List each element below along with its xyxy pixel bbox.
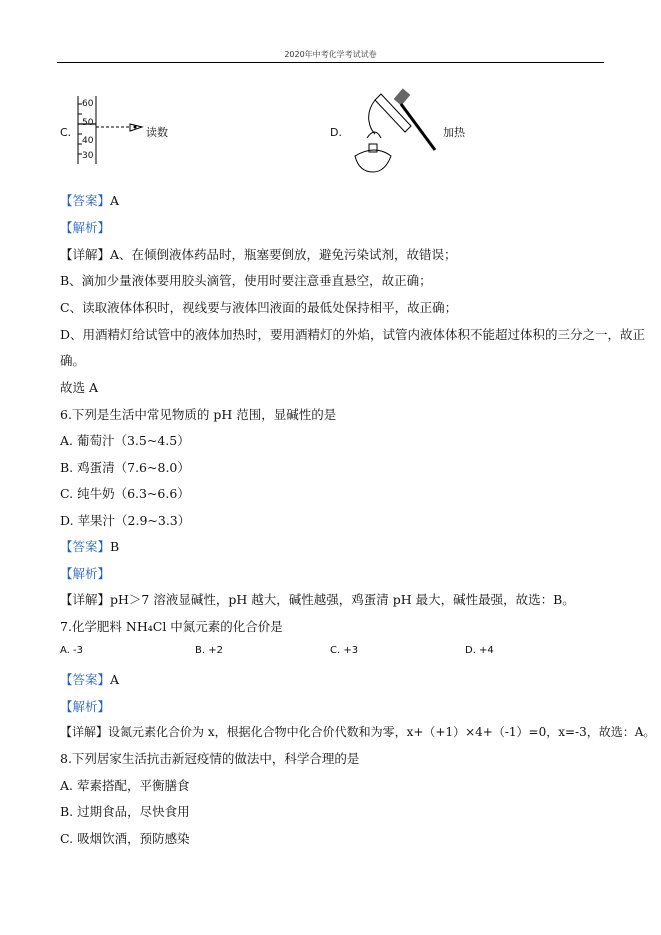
answer-tag: 【答案】 — [60, 672, 111, 687]
detail-tag: 【详解】 — [60, 247, 111, 262]
q7-answer: A — [110, 672, 120, 687]
q6-option-d: D. 苹果汁（2.9~3.3） — [60, 513, 191, 528]
scale-tick-30: 30 — [82, 151, 94, 161]
q6-stem: 6.下列是生活中常见物质的 pH 范围，显碱性的是 — [60, 407, 337, 422]
q7-option-a: A. -3 — [60, 645, 83, 656]
q5-detail-b: B、滴加少量液体要用胶头滴管，使用时要注意垂直悬空，故正确； — [60, 273, 432, 288]
q5-answer-line — [60, 191, 119, 209]
scale-tick-60: 60 — [82, 99, 94, 109]
scale-tick-50: 50 — [82, 118, 94, 128]
detail-text: A、在倾倒液体药品时，瓶塞要倒放，避免污染试剂，故错误； — [110, 247, 457, 262]
q5-detail-c: C、读取液体体积时，视线要与液体凹液面的最低处保持相平，故正确； — [60, 300, 458, 315]
page-header: 2020年中考化学考试试卷 — [284, 50, 377, 59]
detail-tag: 【详解】 — [60, 725, 109, 739]
q5-detail-a — [60, 245, 457, 263]
option-d-label: D. — [330, 126, 342, 139]
detail-tag: 【详解】 — [60, 592, 111, 607]
q5-detail-d2: 确。 — [60, 353, 86, 368]
q7-detail — [60, 723, 655, 740]
q8-option-b: B. 过期食品，尽快食用 — [60, 804, 190, 819]
q5-detail-d1: D、用酒精灯给试管中的液体加热时，要用酒精灯的外焰，试管内液体体积不能超过体积的三分之一，故正 — [60, 327, 646, 342]
q6-analysis-tag: 【解析】 — [60, 566, 111, 581]
test-tube-heating-figure — [345, 86, 445, 181]
q7-stem: 7.化学肥料 NH₄Cl 中氮元素的化合价是 — [60, 619, 283, 634]
answer-tag: 【答案】 — [60, 539, 111, 554]
q7-option-b: B. +2 — [195, 645, 223, 656]
q6-detail — [60, 590, 575, 608]
q7-option-d: D. +4 — [465, 645, 494, 656]
q5-conclusion: 故选 A — [60, 380, 99, 395]
option-c-label: C. — [60, 126, 72, 139]
q5-answer: A — [110, 193, 120, 208]
q8-option-c: C. 吸烟饮酒，预防感染 — [60, 831, 190, 846]
q6-option-a: A. 葡萄汁（3.5~4.5） — [60, 433, 190, 448]
q8-stem: 8.下列居家生活抗击新冠疫情的做法中，科学合理的是 — [60, 751, 360, 766]
answer-tag: 【答案】 — [60, 193, 111, 208]
detail-text: 设氮元素化合价为 x，根据化合物中化合价代数和为零，x+（+1）×4+（-1）=0，x=-3，故选：A。 — [108, 725, 656, 739]
q6-option-c: C. 纯牛奶（6.3~6.6） — [60, 486, 190, 501]
q7-option-c: C. +3 — [330, 645, 359, 656]
q5-analysis-tag: 【解析】 — [60, 220, 111, 235]
q7-analysis-tag: 【解析】 — [60, 699, 111, 714]
q8-option-a: A. 荤素搭配，平衡膳食 — [60, 778, 190, 793]
reading-caption: 读数 — [146, 126, 168, 139]
q6-answer-line — [60, 537, 119, 555]
q7-answer-line — [60, 670, 119, 688]
q6-option-b: B. 鸡蛋清（7.6~8.0） — [60, 460, 190, 475]
q6-answer: B — [110, 539, 120, 554]
heating-caption: 加热 — [443, 126, 465, 139]
scale-tick-40: 40 — [82, 136, 94, 146]
detail-text: pH＞7 溶液显碱性，pH 越大，碱性越强，鸡蛋清 pH 最大，碱性最强，故选：B。 — [110, 592, 575, 607]
header-rule — [57, 62, 604, 63]
